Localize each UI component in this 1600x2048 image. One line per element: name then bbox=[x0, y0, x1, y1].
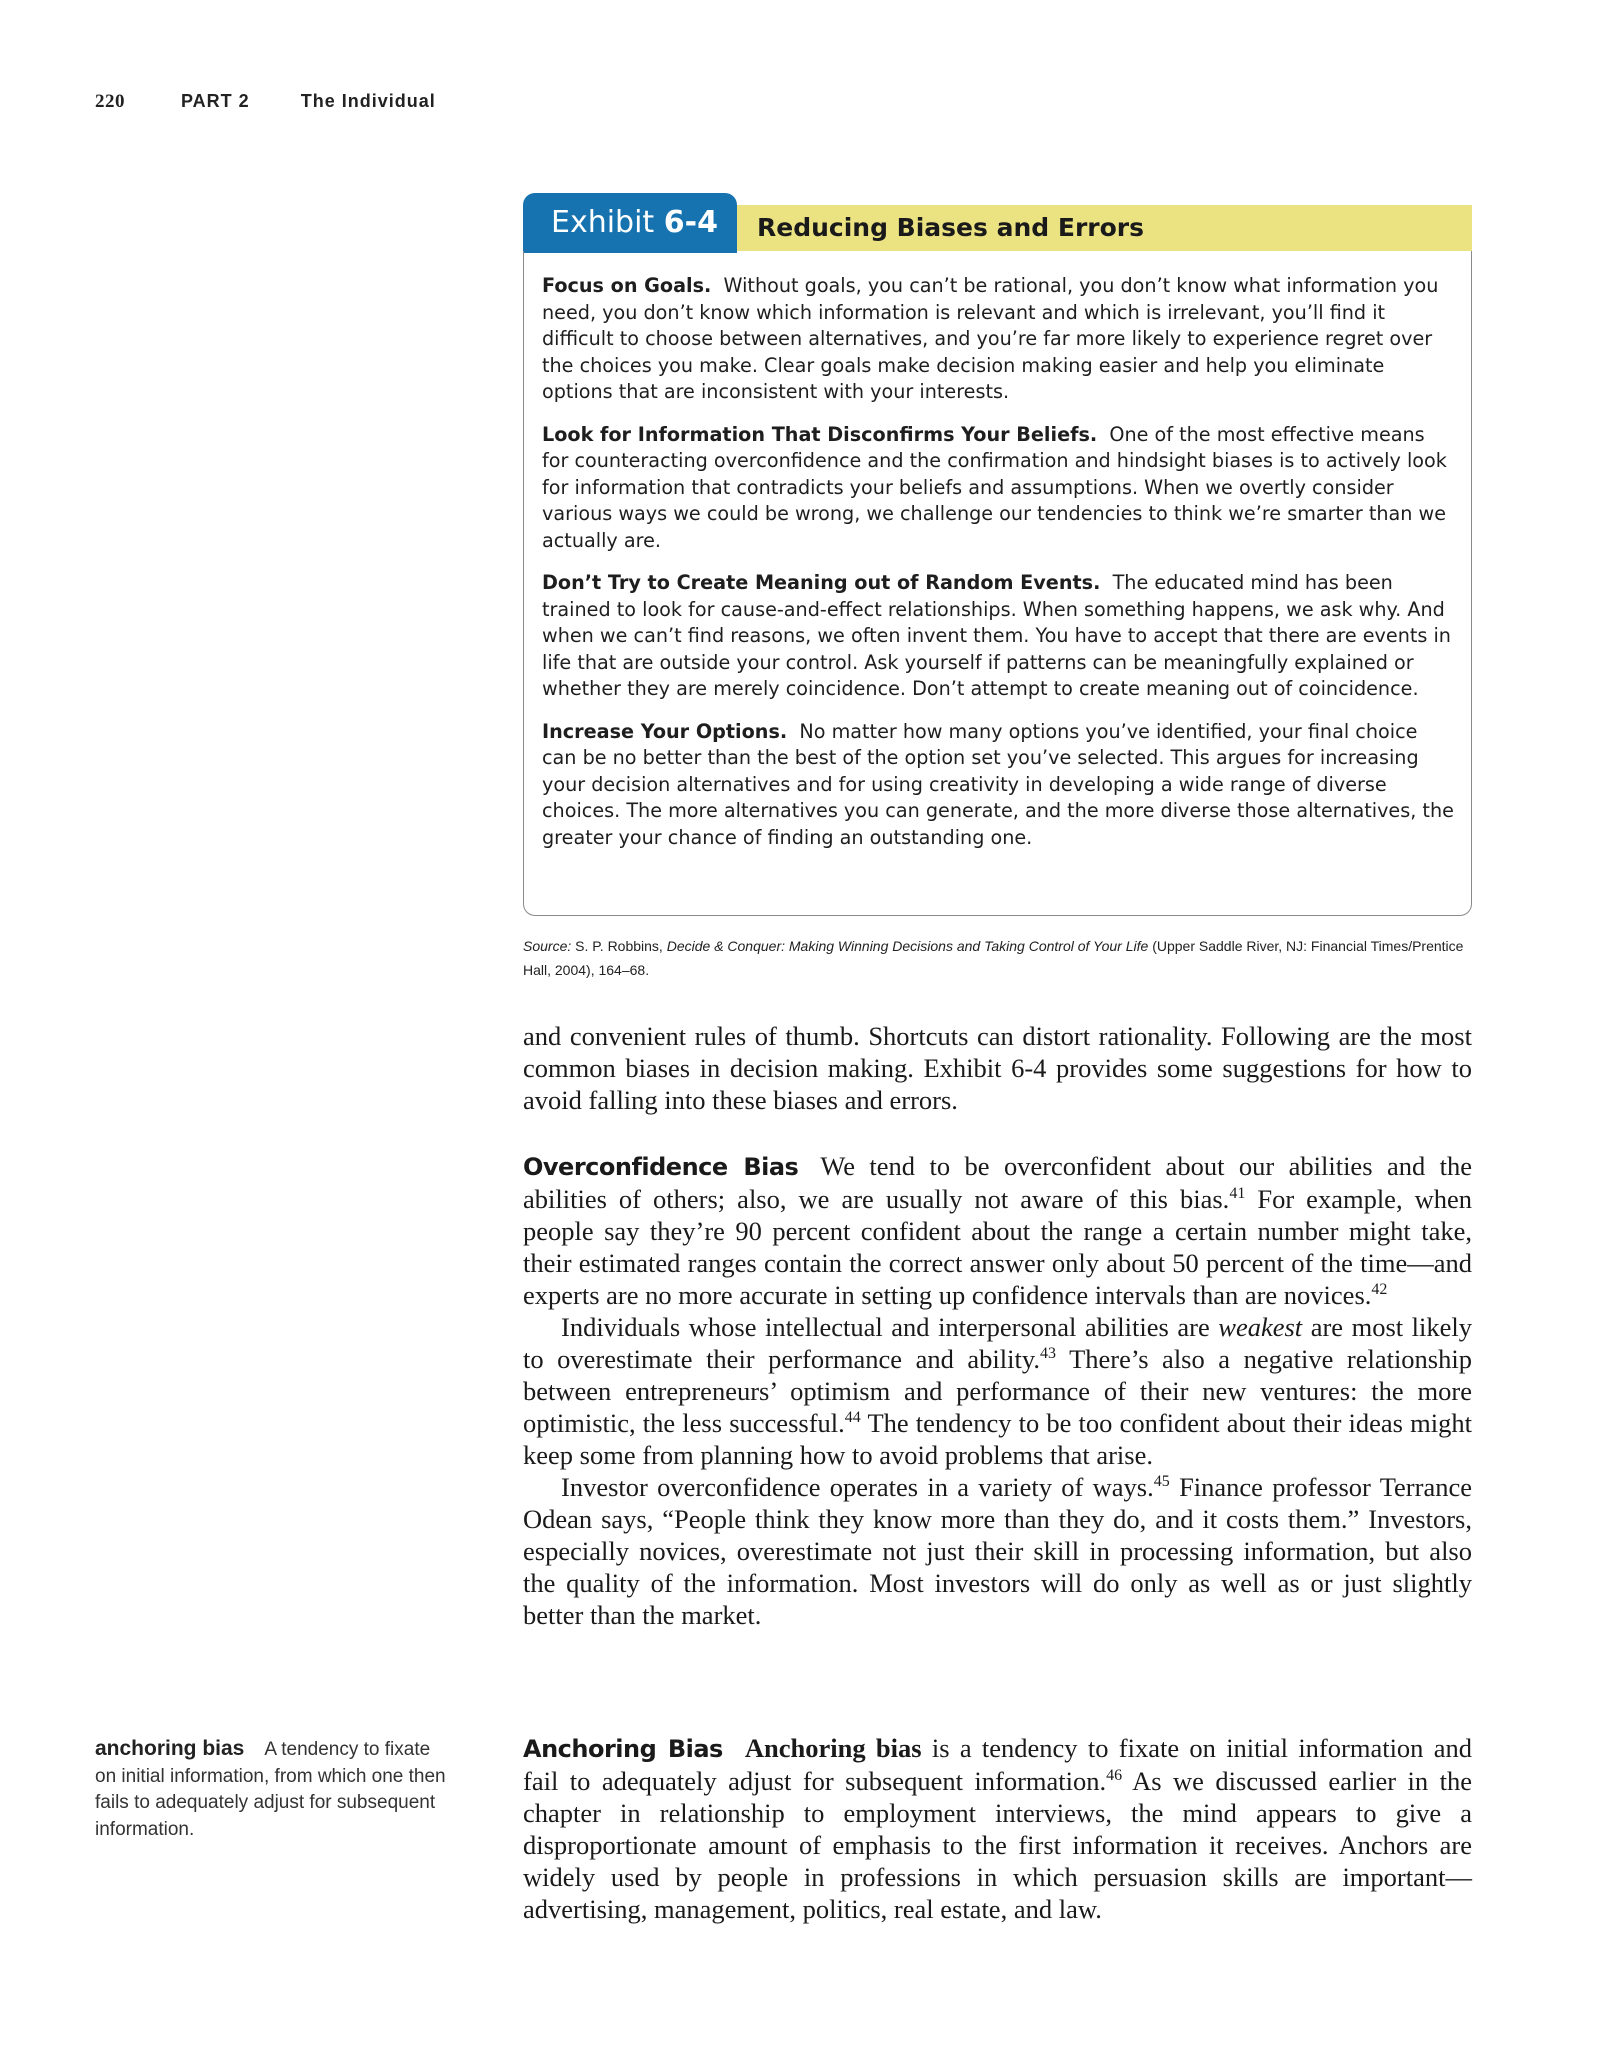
body-text: is a tendency to fixate on initial information and fail to adequately adjust for subsequent information. bbox=[523, 1733, 1473, 1796]
section-heading-anchoring: Anchoring Bias bbox=[523, 1735, 723, 1763]
endnote-ref: 45 bbox=[1153, 1473, 1170, 1491]
exhibit-item-heading: Look for Information That Disconfirms Your Beliefs. bbox=[542, 422, 1098, 446]
exhibit-body bbox=[523, 251, 1472, 916]
body-text: Individuals whose intellectual and interpersonal abilities are bbox=[561, 1312, 1210, 1342]
margin-glossary bbox=[95, 1736, 455, 1843]
body-paragraph bbox=[523, 1311, 1472, 1471]
body-text: Finance professor Terrance Odean says, “People think they know more than they do, and it costs them.” Investors, especially novices, overestimate not just their skill in processing information, but also the quality of the information. Most investors will do only as well as or just slightly better than the market. bbox=[523, 1472, 1472, 1630]
body-paragraph bbox=[523, 1471, 1472, 1631]
exhibit-label-number: 6-4 bbox=[663, 205, 718, 240]
endnote-ref: 44 bbox=[844, 1409, 861, 1427]
exhibit-item bbox=[542, 273, 1457, 406]
key-term: Anchoring bias bbox=[744, 1733, 922, 1763]
body-text: The tendency to be too confident about their ideas might keep some from planning how to avoid problems that arise. bbox=[523, 1408, 1472, 1470]
endnote-ref: 43 bbox=[1040, 1345, 1056, 1363]
endnote-ref: 41 bbox=[1229, 1185, 1246, 1203]
exhibit-source bbox=[523, 934, 1472, 982]
exhibit-item-text: One of the most effective means for counteracting overconfidence and the confirmation and hindsight biases is to actively look for information that contradicts your beliefs and assumptions. When we overtly consider various ways we could be wrong, we challenge our tendencies to think we’re smarter than we actually are. bbox=[542, 422, 1447, 552]
emphasis-text: weakest bbox=[1218, 1312, 1303, 1342]
body-text: Investor overconfidence operates in a variety of ways. bbox=[561, 1472, 1154, 1502]
exhibit-item-heading: Increase Your Options. bbox=[542, 719, 788, 743]
body-text: As we discussed earlier in the chapter in relationship to employment interviews, the mind appears to give a disproportionate amount of emphasis to the first information it receives. Anchors are widely used by people in professions in which persuasion skills are important—advertising, management, politics, real estate, and law. bbox=[523, 1766, 1472, 1924]
exhibit-item bbox=[542, 570, 1457, 703]
body-paragraph bbox=[523, 1150, 1472, 1311]
source-label: Source: bbox=[523, 938, 572, 954]
source-author: S. P. Robbins, bbox=[575, 938, 663, 954]
intro-paragraph bbox=[523, 1020, 1472, 1116]
section-heading-overconfidence: Overconfidence Bias bbox=[523, 1153, 799, 1181]
endnote-ref: 42 bbox=[1371, 1281, 1388, 1299]
exhibit-item bbox=[542, 422, 1457, 555]
body-text: For example, when people say they’re 90 percent confident about the range a certain number might take, their estimated ranges contain the correct answer only about 50 percent of the time—and experts are no more accurate in setting up confidence intervals than are novices. bbox=[523, 1184, 1472, 1310]
endnote-ref: 46 bbox=[1106, 1767, 1123, 1785]
body-text: There’s also a negative relationship between entrepreneurs’ optimism and performance of their new ventures: the more optimistic, the less successful. bbox=[523, 1344, 1472, 1438]
body-paragraph bbox=[523, 1732, 1472, 1925]
exhibit-label-word: Exhibit bbox=[551, 205, 655, 240]
part-label: PART 2 bbox=[181, 91, 250, 111]
exhibit-item-text: The educated mind has been trained to look for cause-and-effect relationships. When something happens, we ask why. And when we can’t find reasons, we often invent them. You have to accept that there are events in life that are outside your control. Ask yourself if patterns can be meaningfully explained or whether they are merely coincidence. Don’t attempt to create meaning out of coincidence. bbox=[542, 571, 1451, 700]
intro-text: and convenient rules of thumb. Shortcuts can distort rationality. Following are the most common biases in decision making. Exhibit 6-4 provides some suggestions for how to avoid falling into these biases and errors. bbox=[523, 1021, 1472, 1115]
glossary-term: anchoring bias bbox=[95, 1737, 245, 1760]
exhibit-item bbox=[542, 719, 1457, 852]
running-head bbox=[95, 91, 436, 113]
chapter-title: The Individual bbox=[300, 91, 436, 111]
page-number: 220 bbox=[95, 91, 125, 112]
exhibit-item-text: No matter how many options you’ve identified, your final choice can be no better than the best of the option set you’ve selected. This argues for increasing your decision alternatives and for using creativity in developing a wide range of diverse choices. The more alternatives you can generate, and the more diverse those alternatives, the greater your chance of finding an outstanding one. bbox=[542, 719, 1454, 849]
exhibit-item-heading: Don’t Try to Create Meaning out of Random Events. bbox=[542, 571, 1101, 594]
glossary-definition: A tendency to fixate on initial information, from which one then fails to adequately adjust for subsequent information. bbox=[95, 1739, 446, 1840]
exhibit-item-heading: Focus on Goals. bbox=[542, 274, 712, 297]
exhibit-label-tab bbox=[523, 193, 737, 253]
anchoring-section bbox=[523, 1732, 1472, 1925]
exhibit-title: Reducing Biases and Errors bbox=[737, 205, 1472, 251]
source-details: (Upper Saddle River, NJ: Financial Times/Prentice Hall, 2004), 164–68. bbox=[523, 938, 1464, 978]
body-text: We tend to be overconfident about our abilities and the abilities of others; also, we are usually not aware of this bias. bbox=[523, 1151, 1473, 1214]
exhibit-item-text: Without goals, you can’t be rational, you don’t know what information you need, you don’t know which information is relevant and which is irrelevant, you’ll find it difficult to choose between alternatives, and you’re far more likely to experience regret over the choices you make. Clear goals make decision making easier and help you eliminate options that are inconsistent with your interests. bbox=[542, 274, 1439, 403]
body-text: are most likely to overestimate their performance and ability. bbox=[523, 1312, 1473, 1374]
source-book-title: Decide & Conquer: Making Winning Decisions and Taking Control of Your Life bbox=[666, 938, 1149, 954]
overconfidence-section bbox=[523, 1150, 1472, 1631]
